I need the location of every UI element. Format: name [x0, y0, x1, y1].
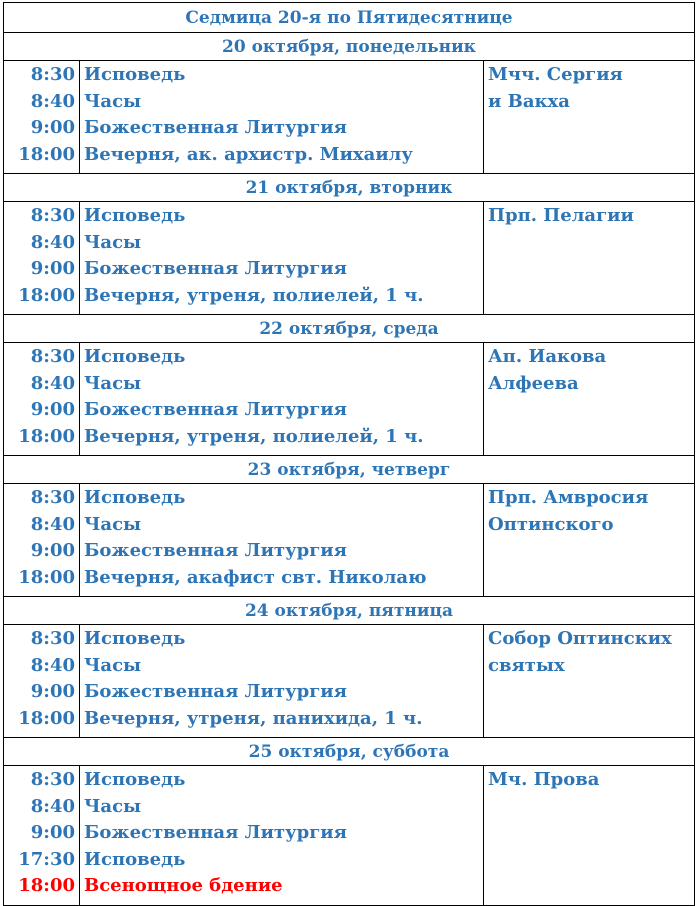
service-name: Исповедь: [84, 64, 186, 85]
service-name: Всенощное бдение: [84, 875, 283, 896]
service-name: Исповедь: [84, 487, 186, 508]
service-name: Часы: [84, 513, 142, 535]
service-names: [80, 625, 484, 738]
service-time: 18:00: [18, 425, 75, 447]
service-name: Часы: [84, 654, 142, 676]
service-name: Часы: [84, 795, 142, 817]
service-names: [80, 343, 484, 456]
service-name: Исповедь: [84, 628, 186, 649]
day-services-row: [4, 625, 695, 738]
service-name: Божественная Литургия: [84, 540, 347, 561]
saint-name-line: Прп. Пелагии: [488, 205, 634, 226]
day-date: 23 октября, четверг: [4, 456, 695, 484]
schedule-body: [4, 3, 695, 906]
service-time: 8:40: [30, 90, 75, 112]
week-title: Седмица 20-я по Пятидесятнице: [4, 3, 695, 33]
saint-of-day: [484, 202, 695, 315]
service-times: [4, 484, 80, 597]
service-time: 9:00: [30, 399, 75, 420]
day-date: 21 октября, вторник: [4, 174, 695, 202]
service-name: Божественная Литургия: [84, 258, 347, 279]
day-services-row: [4, 61, 695, 174]
service-name: Божественная Литургия: [84, 822, 347, 843]
service-name: Божественная Литургия: [84, 399, 347, 420]
day-header-row: [4, 738, 695, 766]
service-times: [4, 766, 80, 906]
saint-of-day: [484, 61, 695, 174]
service-times: [4, 61, 80, 174]
service-time: 8:30: [30, 64, 75, 85]
service-time: 8:40: [30, 231, 75, 253]
service-time: 8:30: [30, 628, 75, 649]
service-time: 8:30: [30, 205, 75, 226]
service-time: 9:00: [30, 258, 75, 279]
service-names: [80, 61, 484, 174]
saint-of-day: [484, 484, 695, 597]
service-names: [80, 766, 484, 906]
day-date: 20 октября, понедельник: [4, 33, 695, 61]
service-name: Часы: [84, 231, 142, 253]
service-time: 17:30: [18, 848, 75, 870]
service-time: 8:30: [30, 487, 75, 508]
service-time: 18:00: [18, 566, 75, 588]
service-time: 8:40: [30, 372, 75, 394]
day-header-row: [4, 174, 695, 202]
saint-of-day: [484, 766, 695, 906]
service-time: 8:40: [30, 654, 75, 676]
day-header-row: [4, 456, 695, 484]
day-date: 24 октября, пятница: [4, 597, 695, 625]
service-time: 8:40: [30, 513, 75, 535]
service-time: 8:40: [30, 795, 75, 817]
service-name: Исповедь: [84, 205, 186, 226]
saint-name-line: Мч. Прова: [488, 769, 600, 790]
service-name: Исповедь: [84, 346, 186, 367]
service-time: 9:00: [30, 822, 75, 843]
day-date: 25 октября, суббота: [4, 738, 695, 766]
day-header-row: [4, 597, 695, 625]
service-time: 9:00: [30, 540, 75, 561]
service-time: 18:00: [18, 707, 75, 729]
service-names: [80, 484, 484, 597]
service-name: Часы: [84, 90, 142, 112]
saint-name-line: Мчч. Сергия: [488, 64, 623, 85]
service-time: 8:30: [30, 769, 75, 790]
title-row: [4, 3, 695, 33]
saint-of-day: [484, 625, 695, 738]
service-names: [80, 202, 484, 315]
service-name: Исповедь: [84, 769, 186, 790]
service-time: 9:00: [30, 681, 75, 702]
saint-name-line: Алфеева: [488, 372, 579, 394]
day-services-row: [4, 343, 695, 456]
day-date: 22 октября, среда: [4, 315, 695, 343]
service-time: 18:00: [18, 284, 75, 306]
schedule-table: [3, 2, 695, 906]
day-services-row: [4, 484, 695, 597]
saint-name-line: и Вакха: [488, 90, 570, 112]
day-services-row: [4, 202, 695, 315]
service-time: 8:30: [30, 346, 75, 367]
service-times: [4, 202, 80, 315]
service-time: 9:00: [30, 117, 75, 138]
saint-name-line: Прп. Амвросия: [488, 487, 649, 508]
service-time: 18:00: [18, 875, 75, 896]
service-name: Вечерня, утреня, полиелей, 1 ч.: [84, 425, 424, 447]
service-name: Вечерня, утреня, панихида, 1 ч.: [84, 707, 423, 729]
day-header-row: [4, 33, 695, 61]
service-name: Божественная Литургия: [84, 117, 347, 138]
saint-name-line: святых: [488, 654, 565, 676]
service-name: Часы: [84, 372, 142, 394]
day-header-row: [4, 315, 695, 343]
saint-of-day: [484, 343, 695, 456]
schedule-sheet: [3, 2, 694, 906]
service-name: Исповедь: [84, 848, 186, 870]
saint-name-line: Собор Оптинских: [488, 628, 672, 649]
service-times: [4, 625, 80, 738]
service-name: Вечерня, акафист свт. Николаю: [84, 566, 427, 588]
service-times: [4, 343, 80, 456]
service-time: 18:00: [18, 143, 75, 165]
day-services-row: [4, 766, 695, 906]
service-name: Божественная Литургия: [84, 681, 347, 702]
saint-name-line: Оптинского: [488, 513, 614, 535]
service-name: Вечерня, ак. архистр. Михаилу: [84, 143, 413, 165]
service-name: Вечерня, утреня, полиелей, 1 ч.: [84, 284, 424, 306]
saint-name-line: Ап. Иакова: [488, 346, 607, 367]
